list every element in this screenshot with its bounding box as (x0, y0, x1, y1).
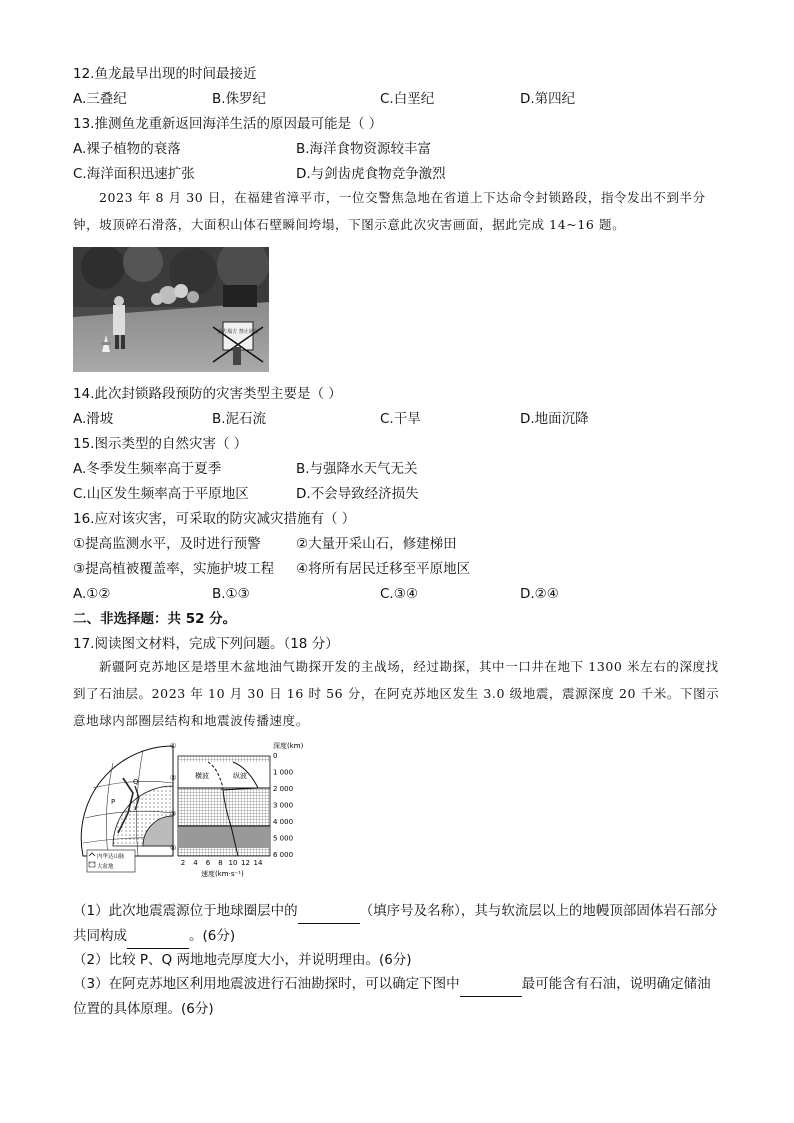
q13-option-d: D.与剑齿虎食物竞争激烈 (296, 166, 446, 182)
speed-tick-label: 14 (253, 859, 263, 867)
speed-tick-label: 12 (241, 859, 250, 867)
point-p-label: P (111, 798, 116, 806)
depth-tick-group (273, 752, 293, 859)
speed-tick-label: 6 (205, 859, 211, 867)
q16-item-2: ②大量开采山石，修建梯田 (296, 536, 457, 552)
q16-item-3: ③提高植被覆盖率，实施护坡工程 (73, 561, 275, 577)
speed-tick-label: 4 (193, 859, 198, 867)
q13-option-a: A.裸子植物的衰落 (73, 141, 181, 157)
q16-item-1: ①提高监测水平，及时进行预警 (73, 536, 261, 552)
basin-icon (89, 862, 95, 867)
speed-tick-group (181, 859, 263, 867)
q13-stem: 13.推测鱼龙重新返回海洋生活的原因最可能是（ ） (73, 116, 383, 132)
q17-sub1-part-b: （填序号及名称），其与软流层以上的地幔顶部固体岩石部分共同构成 (73, 903, 718, 944)
q14-option-c: C.干旱 (380, 411, 421, 427)
q15-option-d: D.不会导致经济损失 (296, 486, 419, 502)
q13-option-c: C.海洋面积迅速扩张 (73, 166, 195, 182)
landslide-photo (73, 247, 269, 372)
answer-blank-1[interactable] (298, 899, 360, 924)
q14-option-a: A.滑坡 (73, 411, 114, 427)
q16-option-a: A.①② (73, 586, 111, 602)
speed-tick-label: 10 (228, 859, 238, 867)
answer-blank-3[interactable] (460, 972, 522, 997)
q17-sub1 (73, 899, 723, 949)
q12-option-b: B.侏罗纪 (212, 91, 267, 107)
q16-option-d: D.②④ (520, 586, 559, 602)
layer-label-3: ③ (170, 810, 177, 818)
q17-sub3-part-b: 最可能含有石油，说明确定储油位置的具体原理。(6分) (73, 976, 711, 1017)
wave-p-label: 纵波 (233, 772, 247, 780)
depth-tick-label: 4 000 (273, 818, 294, 826)
q16-option-c: C.③④ (380, 586, 418, 602)
q12-option-d: D.第四纪 (520, 91, 576, 107)
q14-option-b: B.泥石流 (212, 411, 267, 427)
q17-sub3 (73, 972, 723, 1021)
depth-tick-label: 1 000 (273, 768, 294, 777)
layer-label-4: ④ (170, 844, 177, 852)
q15-option-c: C.山区发生频率高于平原地区 (73, 486, 249, 502)
legend-basin: 大盆地 (97, 864, 114, 870)
depth-axis-title: 深度(km) (273, 742, 304, 750)
point-q-label: Q (133, 778, 139, 786)
depth-tick-label: 3 000 (273, 801, 294, 810)
q17-sub1-part-a: （1）此次地震震源位于地球圈层中的 (73, 903, 298, 919)
q15-option-a: A.冬季发生频率高于夏季 (73, 461, 222, 477)
wave-s-label: 横波 (195, 772, 209, 780)
legend-mountain: 内华达山脉 (97, 854, 125, 860)
q13-option-b: B.海洋食物资源较丰富 (296, 141, 432, 157)
speed-tick-label: 2 (180, 859, 186, 867)
passage-landslide: 2023 年 8 月 30 日，在福建省漳平市，一位交警焦急地在省道上下达命令封锁路段，指令发出不到半分钟，坡顶碎石滑落，大面积山体石壁瞬间垮塌，下图示意此次灾害画面，据此完成 14~16 题。 (73, 190, 706, 232)
speed-axis-title: 速度(km·s⁻¹) (201, 870, 244, 878)
q14-option-d: D.地面沉降 (520, 411, 589, 427)
warning-sign-text: 前方塌方 禁止通行 (217, 329, 259, 335)
earth-structure-diagram (73, 738, 305, 878)
q17-passage: 新疆阿克苏地区是塔里木盆地油气勘探开发的主战场，经过勘探，其中一口井在地下 1300 米左右的深度找到了石油层。2023 年 10 月 30 日 16 时 56 分，在阿克苏地区发生 3.0 级地震，震源深度 20 千米。下图示意地球内部圈层结构和地震波传播速度。 (73, 659, 720, 728)
q17-stem: 17.阅读图文材料，完成下列问题。（18 分） (73, 636, 339, 652)
q15-stem: 15.图示类型的自然灾害（ ） (73, 436, 248, 452)
layer-label-1: ① (170, 742, 177, 750)
q12-option-c: C.白垩纪 (380, 91, 435, 107)
speed-tick-label: 8 (218, 859, 223, 867)
answer-blank-2[interactable] (127, 924, 189, 949)
q16-option-b: B.①③ (212, 586, 250, 602)
q15-option-b: B.与强降水天气无关 (296, 461, 418, 477)
section-heading: 二、非选择题：共 52 分。 (73, 611, 237, 627)
q12-option-a: A.三叠纪 (73, 91, 127, 107)
q12-stem: 12.鱼龙最早出现的时间最接近 (73, 66, 257, 82)
q14-stem: 14.此次封锁路段预防的灾害类型主要是（ ） (73, 386, 342, 402)
depth-tick-label: 6 000 (273, 851, 294, 859)
q17-sub1-part-c: 。(6分) (189, 928, 236, 944)
depth-tick-label: 5 000 (273, 834, 294, 843)
q17-sub3-part-a: （3）在阿克苏地区利用地震波进行石油勘探时，可以确定下图中 (73, 976, 460, 992)
layer-label-2: ② (170, 774, 177, 782)
depth-tick-label: 0 (273, 752, 278, 760)
q16-stem: 16.应对该灾害，可采取的防灾减灾措施有（ ） (73, 511, 356, 527)
q17-sub2: （2）比较 P、Q 两地地壳厚度大小，并说明理由。(6分) (73, 952, 412, 968)
q16-item-4: ④将所有居民迁移至平原地区 (296, 561, 471, 577)
depth-tick-label: 2 000 (273, 785, 294, 793)
